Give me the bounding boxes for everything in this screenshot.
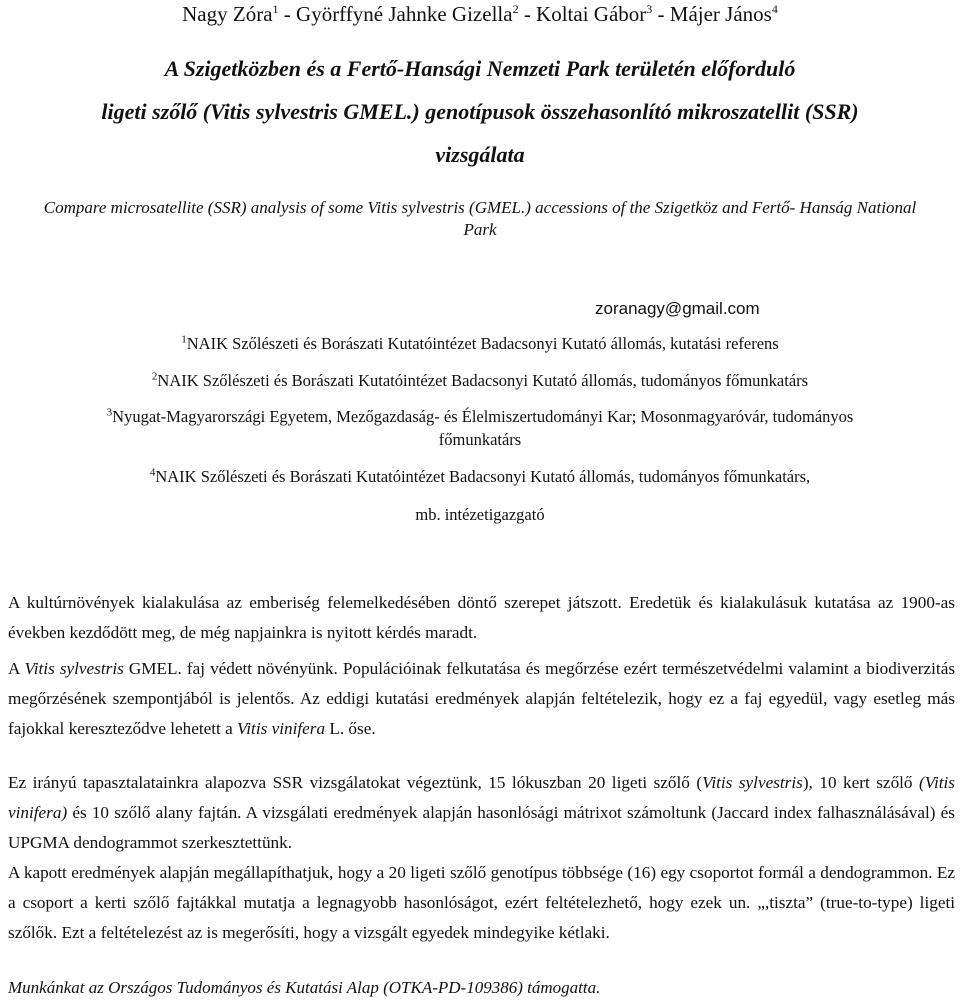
author-2: - Györffyné Jahnke Gizella: [278, 2, 513, 26]
affiliation-1-text: NAIK Szőlészeti és Borászati Kutatóintézet Badacsonyi Kutató állomás, kutatási referens: [186, 334, 779, 353]
author-2-sup: 2: [512, 2, 519, 16]
affiliation-2-text: NAIK Szőlészeti és Borászati Kutatóintézet Badacsonyi Kutató állomás, tudományos főmunkatárs: [157, 371, 809, 390]
affiliation-1: [0, 334, 960, 354]
species-name-vinifera-2: (Vitis vinifera): [8, 773, 955, 822]
paragraph-2-part-c: GMEL. faj védett növényünk. Populációinak felkutatása és megőrzése ezért természetvédelmi valamint a biodiverzitás megőrzésének szempontjából is jelentős. Az eddigi kutatási eredmények alapján feltételezik, hogy ez a faj egyedül, vagy esetleg más fajokkal kereszteződve lehetett a: [8, 659, 956, 738]
subtitle-line-2: Park: [463, 220, 497, 239]
title-line-1: A Szigetközben és a Fertő-Hansági Nemzeti Park területén előforduló: [164, 56, 796, 81]
paragraph-3: [8, 768, 955, 858]
species-name-sylvestris-2: Vitis sylvestris: [702, 773, 803, 792]
affiliation-2: [0, 371, 960, 391]
affiliation-3: [0, 407, 960, 427]
affiliation-4: [0, 467, 960, 487]
author-line: [0, 2, 960, 27]
author-1: Nagy Zóra: [182, 2, 273, 26]
affiliation-3-sup: 3: [106, 406, 113, 419]
affiliation-4-sup: 4: [149, 466, 156, 479]
paragraph-2-part-a: A: [8, 659, 25, 678]
author-4-sup: 4: [771, 2, 778, 16]
title-line-3: vizsgálata: [435, 142, 525, 167]
affiliation-2-sup: 2: [151, 370, 158, 383]
affiliation-4-cont: mb. intézetigazgató: [415, 505, 545, 524]
paragraph-2-part-e: L. őse.: [325, 719, 376, 738]
subtitle-line-1: Compare microsatellite (SSR) analysis of some Vitis sylvestris (GMEL.) accessions of the Szigetköz and Fertő- Hanság National: [43, 198, 917, 217]
affiliation-4-text: NAIK Szőlészeti és Borászati Kutatóintézet Badacsonyi Kutató állomás, tudományos főmunkatárs,: [155, 467, 811, 486]
author-3: - Koltai Gábor: [518, 2, 647, 26]
title-line-2: ligeti szőlő (Vitis sylvestris GMEL.) genotípusok összehasonlító mikroszatellit (SSR): [101, 99, 859, 124]
species-name-vinifera: Vitis vinifera: [237, 719, 326, 738]
paragraph-2: [8, 654, 955, 744]
affiliation-1-sup: 1: [181, 333, 187, 346]
paragraph-3-part-e: és 10 szőlő alany fajtán. A vizsgálati eredmények alapján hasonlósági mátrixot számoltunk (Jaccard index falhasználásával) és UPGMA dendogrammot szerkesztettünk.: [8, 803, 955, 852]
paragraph-3-part-a: Ez irányú tapasztalatainkra alapozva SSR vizsgálatokat végeztünk, 15 lókuszban 20 ligeti szőlő (: [8, 773, 703, 792]
paragraph-1: A kultúrnövények kialakulása az emberiség felemelkedésében döntő szerepet játszott. Eredetük és kialakulásuk kutatása az 1900-as években kezdődött meg, de még napjainkra is nyitott kérdés maradt.: [8, 593, 955, 642]
affiliation-3-text: Nyugat-Magyarországi Egyetem, Mezőgazdaság- és Élelmiszertudományi Kar; Mosonmagyaróvár, tudományos: [112, 407, 854, 426]
paragraph-3-part-c: ), 10 kert szőlő: [802, 773, 920, 792]
species-name-sylvestris: Vitis sylvestris: [24, 659, 124, 678]
affiliation-3-cont: főmunkatárs: [438, 430, 522, 449]
acknowledgement: Munkánkat az Országos Tudományos és Kutatási Alap (OTKA-PD-109386) támogatta.: [8, 978, 601, 997]
paragraph-4: A kapott eredmények alapján megállapíthatjuk, hogy a 20 ligeti szőlő genotípus többsége (16) egy csoportot formál a dendogrammon. Ez a csoport a kerti szőlő fajtákkal mutatja a legnagyobb hasonlóságot, ezért feltételezhető, hogy ezek un. „,tiszta” (true-to-type) ligeti szőlők. Ezt a feltételezést az is megerősíti, hogy a vizsgált egyedek mindegyike kétlaki.: [8, 863, 955, 942]
author-3-sup: 3: [646, 2, 653, 16]
author-1-sup: 1: [272, 2, 279, 16]
author-4: - Májer János: [652, 2, 772, 26]
author-email: zoranagy@gmail.com: [595, 299, 760, 318]
